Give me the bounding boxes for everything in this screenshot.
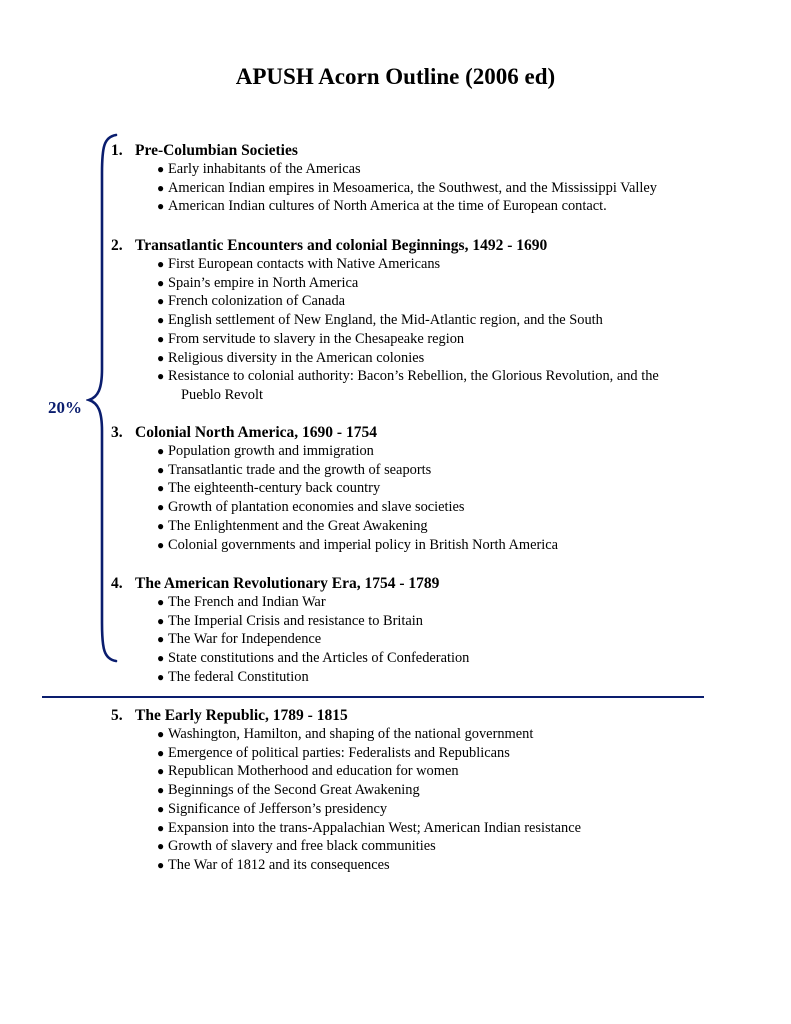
section-title: Pre-Columbian Societies xyxy=(135,142,298,159)
bullet-icon: ● xyxy=(157,331,165,346)
bullet-icon: ● xyxy=(157,839,165,854)
list-item: ● Beginnings of the Second Great Awakening xyxy=(157,782,420,799)
list-item: ● Washington, Hamilton, and shaping of the national government xyxy=(157,726,534,742)
bullet-icon: ● xyxy=(157,727,165,741)
list-item: ● The War of 1812 and its consequences xyxy=(157,856,390,873)
bullet-list xyxy=(111,593,751,687)
list-item: ● Colonial governments and imperial policy in British North America xyxy=(157,536,559,553)
bullet-list xyxy=(111,160,751,216)
bullet-list xyxy=(111,442,751,554)
bullet-icon: ● xyxy=(157,257,165,271)
bullet-icon: ● xyxy=(157,537,165,552)
section-title: The American Revolutionary Era, 1754 - 1789 xyxy=(135,575,440,592)
bullet-list xyxy=(111,255,751,405)
list-item: ● Transatlantic trade and the growth of seaports xyxy=(157,461,432,478)
section-5 xyxy=(111,706,751,875)
section-title: Colonial North America, 1690 - 1754 xyxy=(135,424,377,441)
bullet-icon: ● xyxy=(157,275,165,290)
section-heading xyxy=(111,574,751,593)
document-title: APUSH Acorn Outline (2006 ed) xyxy=(235,64,556,89)
bullet-icon: ● xyxy=(157,369,165,384)
bullet-icon: ● xyxy=(157,294,165,309)
list-item: ● The French and Indian War xyxy=(157,594,326,610)
bullet-icon: ● xyxy=(157,651,165,666)
bullet-icon: ● xyxy=(157,199,165,214)
section-number: 1. xyxy=(111,142,123,159)
bullet-icon: ● xyxy=(157,632,165,647)
list-item: ● From servitude to slavery in the Chesapeake region xyxy=(157,330,465,347)
bullet-icon: ● xyxy=(157,595,165,609)
list-item: ● Population growth and immigration xyxy=(157,443,374,459)
section-title: The Early Republic, 1789 - 1815 xyxy=(135,707,348,724)
list-item: ● English settlement of New England, the Mid-Atlantic region, and the South xyxy=(157,312,603,329)
list-item: ● The Enlightenment and the Great Awakening xyxy=(157,517,428,534)
list-item: ● Growth of slavery and free black communities xyxy=(157,838,436,855)
list-item: ● Growth of plantation economies and slave societies xyxy=(157,499,465,516)
bullet-icon: ● xyxy=(157,857,165,872)
section-1 xyxy=(111,141,751,216)
bullet-icon: ● xyxy=(157,669,165,684)
section-heading xyxy=(111,423,751,442)
list-item-continuation: Pueblo Revolt xyxy=(181,386,263,403)
bullet-icon: ● xyxy=(157,518,165,533)
list-item: ● American Indian empires in Mesoamerica, the Southwest, and the Mississippi Valley xyxy=(157,179,657,196)
list-item: ● Spain’s empire in North America xyxy=(157,274,359,291)
list-item: ● Resistance to colonial authority: Bacon’s Rebellion, the Glorious Revolution, and the xyxy=(157,368,659,385)
bullet-icon: ● xyxy=(157,820,165,835)
bullet-icon: ● xyxy=(157,462,165,477)
bullet-icon: ● xyxy=(157,613,165,628)
bullet-icon: ● xyxy=(157,444,165,458)
list-item: ● The eighteenth-century back country xyxy=(157,480,381,497)
list-item: ● State constitutions and the Articles of Confederation xyxy=(157,650,470,667)
list-item: ● The Imperial Crisis and resistance to Britain xyxy=(157,612,423,629)
section-number: 5. xyxy=(111,707,123,724)
bullet-icon: ● xyxy=(157,350,165,365)
section-2 xyxy=(111,236,751,405)
list-item: ● Religious diversity in the American colonies xyxy=(157,349,425,366)
section-title: Transatlantic Encounters and colonial Beginnings, 1492 - 1690 xyxy=(135,237,548,254)
list-item: ● Early inhabitants of the Americas xyxy=(157,161,361,177)
percent-label: 20% xyxy=(48,398,82,417)
list-item: ● First European contacts with Native Americans xyxy=(157,256,441,272)
section-number: 2. xyxy=(111,237,123,254)
list-item: ● The War for Independence xyxy=(157,631,322,648)
section-4 xyxy=(111,574,751,687)
bullet-icon: ● xyxy=(157,162,165,176)
list-item: ● Republican Motherhood and education for women xyxy=(157,763,459,780)
list-item: ● The federal Constitution xyxy=(157,668,309,685)
bullet-icon: ● xyxy=(157,180,165,195)
bullet-icon: ● xyxy=(157,783,165,798)
list-item: ● Emergence of political parties: Federalists and Republicans xyxy=(157,744,510,761)
bullet-icon: ● xyxy=(157,745,165,760)
section-number: 4. xyxy=(111,575,123,592)
section-number: 3. xyxy=(111,424,123,441)
bullet-icon: ● xyxy=(157,481,165,496)
section-heading xyxy=(111,141,751,160)
section-heading xyxy=(111,236,751,255)
section-heading xyxy=(111,706,751,725)
bullet-icon: ● xyxy=(157,764,165,779)
list-item: ● American Indian cultures of North America at the time of European contact. xyxy=(157,198,607,215)
bullet-icon: ● xyxy=(157,801,165,816)
list-item: ● French colonization of Canada xyxy=(157,293,346,310)
section-3 xyxy=(111,423,751,554)
bullet-list xyxy=(111,725,751,875)
section-divider xyxy=(42,696,704,698)
bullet-icon: ● xyxy=(157,313,165,328)
bullet-icon: ● xyxy=(157,500,165,515)
list-item: ● Significance of Jefferson’s presidency xyxy=(157,800,388,817)
list-item: ● Expansion into the trans-Appalachian West; American Indian resistance xyxy=(157,819,581,836)
